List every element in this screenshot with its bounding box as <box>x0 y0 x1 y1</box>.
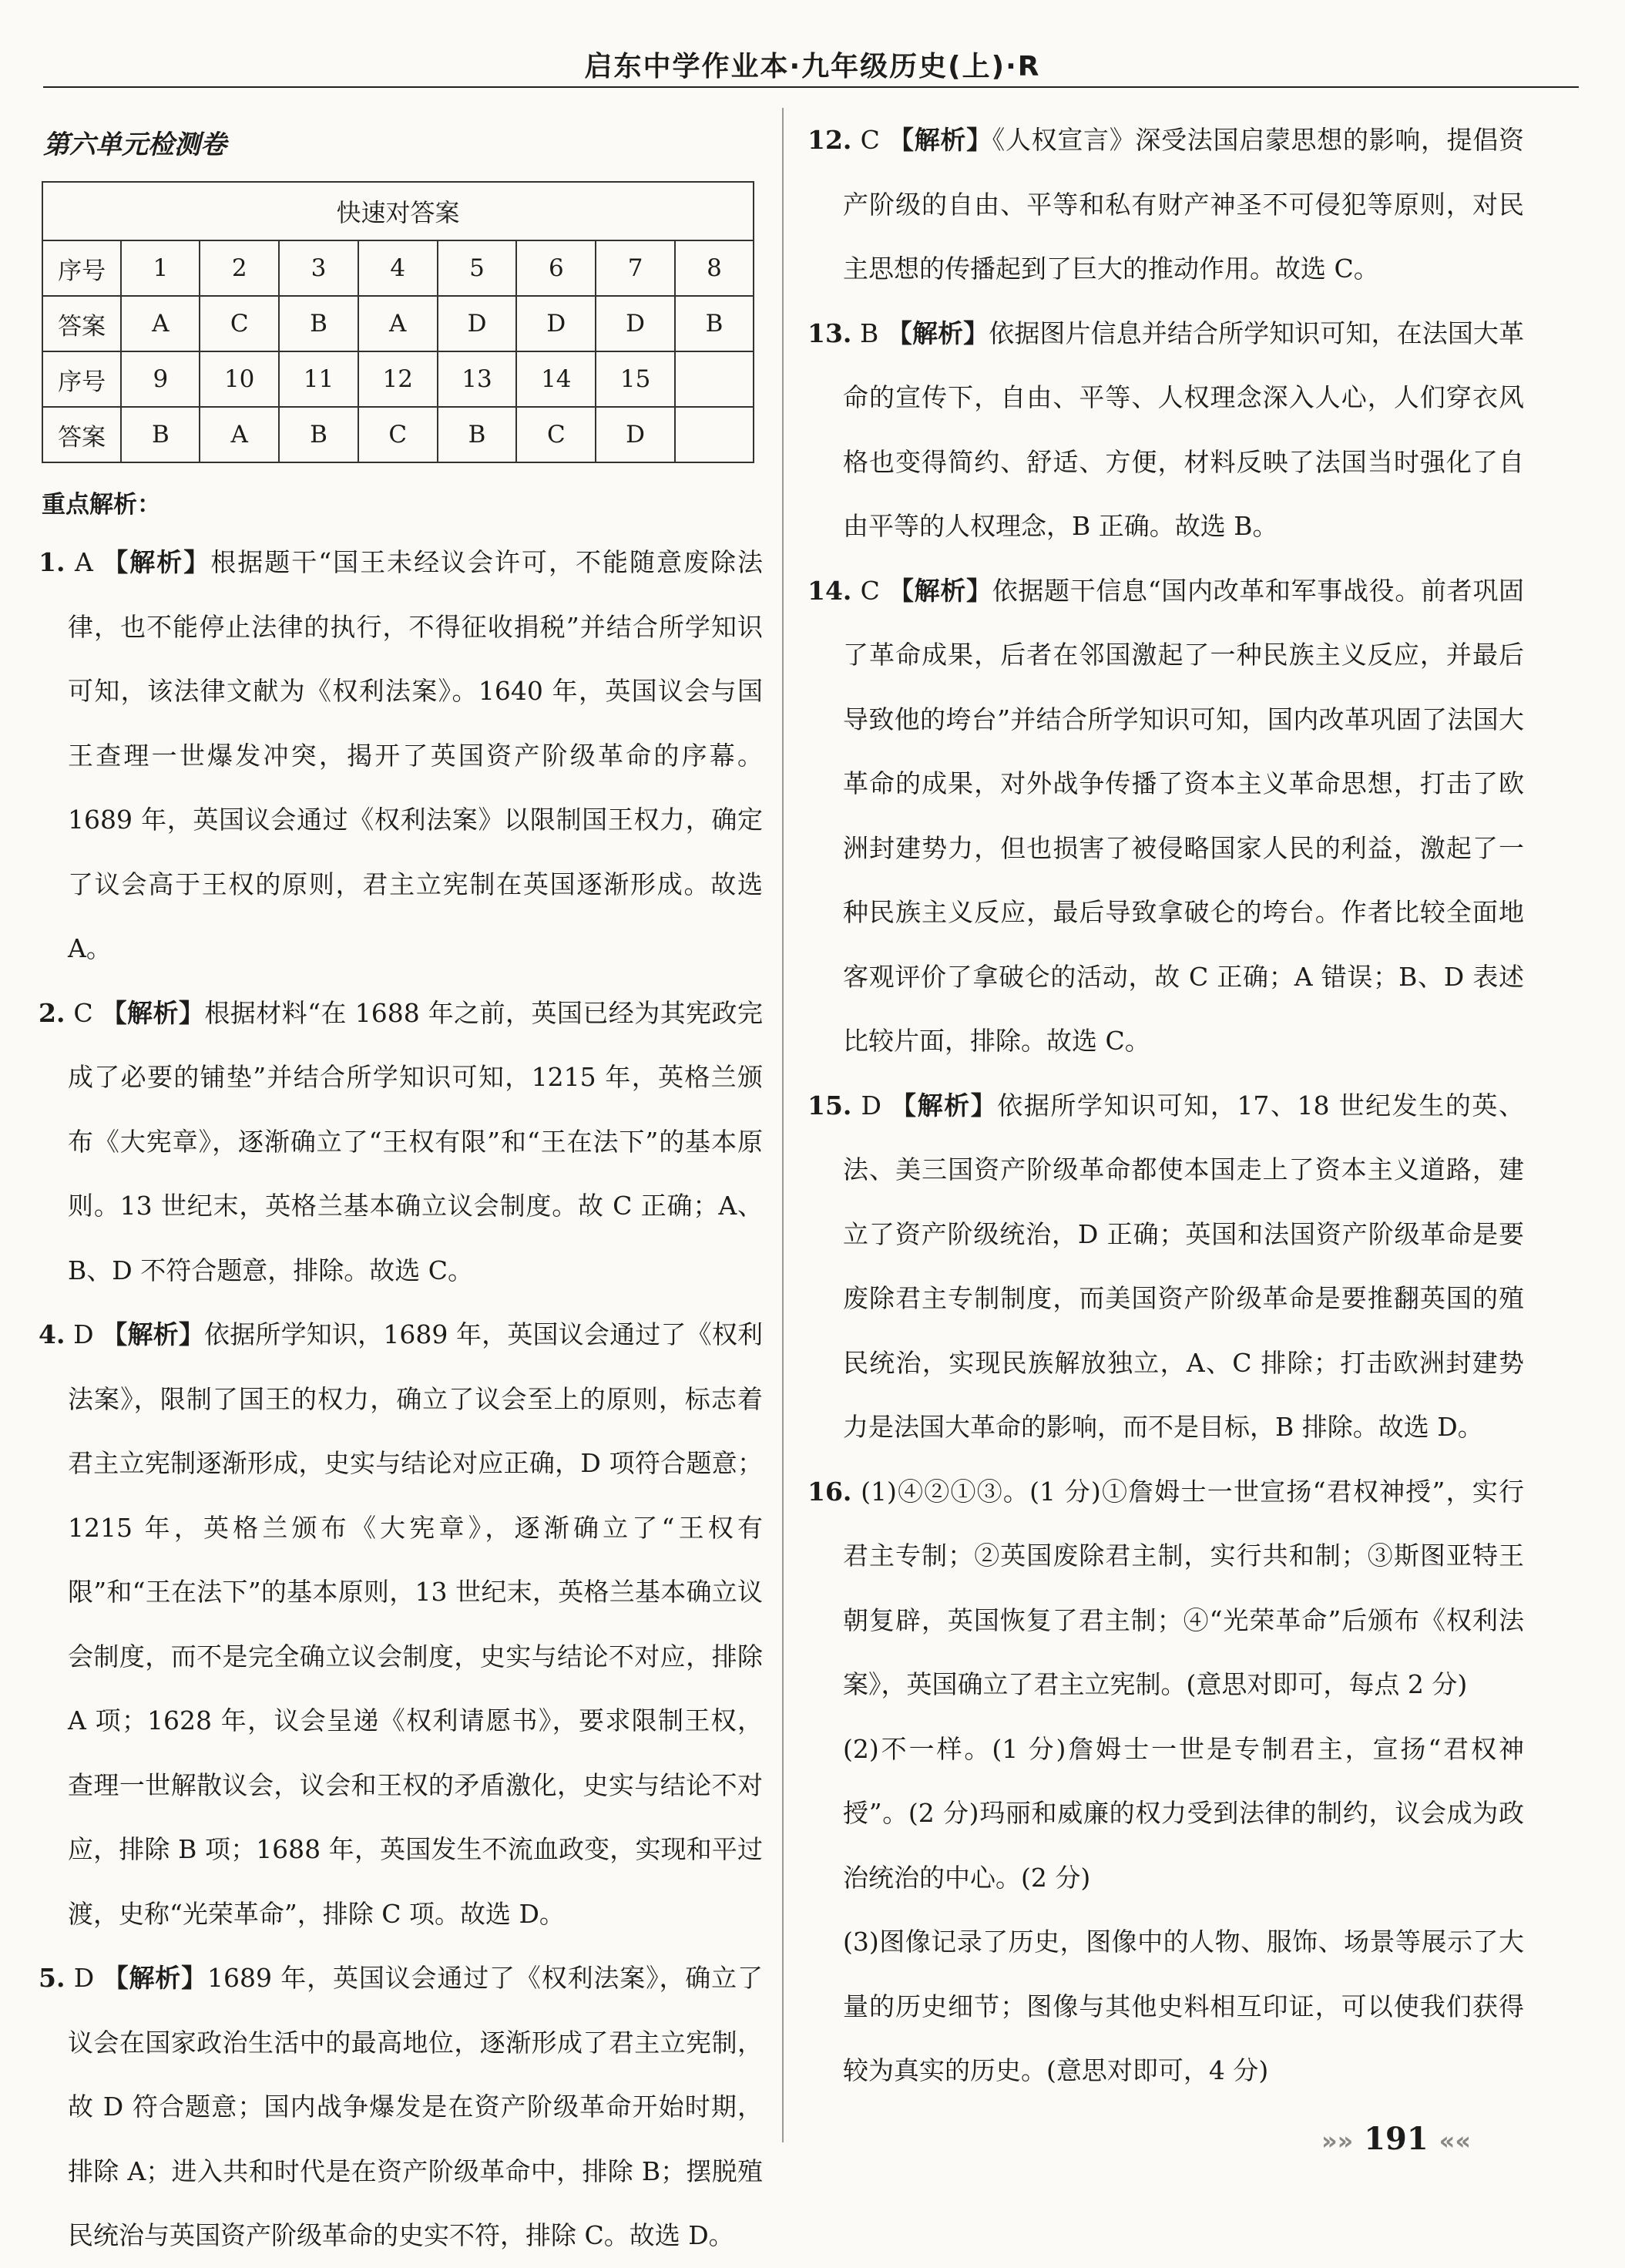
item-text: 根据题干“国王未经议会许可，不能随意废除法律，也不能停止法律的执行，不得征收捐税”并结合所学知识可知，该法律文献为《权利法案》。1640 年，英国议会与国王查理一世爆发冲突，揭开了英国资产阶级革命的序幕。1689 年，英国议会通过《权利法案》以限制国王权力，确定了议会高于王权的原则，君主立宪制在英国逐渐形成。故选 A。 <box>68 547 763 963</box>
table-cell: 15 <box>596 351 675 407</box>
answer-item-16 <box>807 1460 1524 1717</box>
item-text: 依据所学知识可知，17、18 世纪发生的英、法、美三国资产阶级革命都使本国走上了资本主义道路，建立了资产阶级统治，D 正确；英国和法国资产阶级革命是要废除君主专制制度，而美国资产阶级革命是要推翻英国的殖民统治，实现民族解放独立，A、C 排除；打击欧洲封建势力是法国大革命的影响，而不是目标，B 排除。故选 D。 <box>843 1090 1524 1442</box>
table-cell: B <box>279 407 358 462</box>
item-answer: B <box>860 318 879 348</box>
table-cell: D <box>516 296 596 351</box>
header-rule <box>43 86 1579 88</box>
item-text: 依据图片信息并结合所学知识可知，在法国大革命的宣传下，自由、平等、人权理念深入人心，人们穿衣风格也变得简约、舒适、方便，材料反映了法国当时强化了自由平等的人权理念，B 正确。故选 B。 <box>843 318 1525 541</box>
item-text: 根据材料“在 1688 年之前，英国已经为其宪政完成了必要的铺垫”并结合所学知识可知，1215 年，英格兰颁布《大宪章》，逐渐确立了“王权有限”和“王在法下”的基本原则。13 世纪末，英格兰基本确立议会制度。故 C 正确；A、B、D 不符合题意，排除。故选 C。 <box>68 997 763 1285</box>
page-number-text: 191 <box>1364 2121 1429 2157</box>
table-cell: B <box>438 407 517 462</box>
item-number: 5. <box>39 1963 65 1993</box>
answer-table-caption: 快速对答案 <box>42 182 754 240</box>
table-cell: 3 <box>279 240 358 296</box>
table-cell: 答案 <box>42 296 121 351</box>
table-cell: B <box>121 407 200 462</box>
table-cell: A <box>121 296 200 351</box>
table-cell: C <box>516 407 596 462</box>
table-cell: 12 <box>358 351 438 407</box>
item-label: 【解析】 <box>102 547 211 577</box>
table-cell: 序号 <box>42 240 121 296</box>
table-cell: B <box>279 296 358 351</box>
item-answer: C <box>73 997 93 1028</box>
item-number: 16. <box>807 1476 852 1507</box>
table-cell: 6 <box>516 240 596 296</box>
item-number: 13. <box>807 318 852 348</box>
item16-part2: (2)不一样。(1 分)詹姆士一世是专制君主，宣扬“君权神授”。(2 分)玛丽和威廉的权力受到法律的制约，议会成为政治统治的中心。(2 分) <box>843 1733 1524 1893</box>
item-number: 12. <box>807 125 852 155</box>
table-cell: A <box>200 407 279 462</box>
item-text: 1689 年，英国议会通过了《权利法案》，确立了议会在国家政治生活中的最高地位，逐渐形成了君主立宪制，故 D 符合题意；国内战争爆发是在资产阶级革命开始时期，排除 A；进入共和时代是在资产阶级革命中，排除 B；摆脱殖民统治与英国资产阶级革命的史实不符，排除 C。故选 D。 <box>68 1963 763 2250</box>
item-number: 2. <box>39 997 65 1028</box>
answer-table <box>42 181 754 463</box>
item-answer: C <box>860 575 880 606</box>
table-cell <box>675 351 754 407</box>
table-cell: 9 <box>121 351 200 407</box>
table-cell: D <box>596 296 675 351</box>
item16-part3: (3)图像记录了历史，图像中的人物、服饰、场景等展示了大量的历史细节；图像与其他史料相互印证，可以使我们获得较为真实的历史。(意思对即可，4 分) <box>843 1927 1524 2085</box>
item-answer: D <box>73 1319 94 1349</box>
key-analysis-heading: 重点解析： <box>42 491 161 519</box>
item-label: 【解析】 <box>102 1963 207 1993</box>
item-label: 【解析】 <box>102 1319 205 1349</box>
item-label: 【解析】 <box>888 575 992 606</box>
right-column <box>807 108 1524 2103</box>
table-cell: 7 <box>596 240 675 296</box>
table-cell: 序号 <box>42 351 121 407</box>
table-cell: D <box>596 407 675 462</box>
page-number <box>1321 2121 1471 2157</box>
item-number: 15. <box>807 1090 852 1121</box>
item-answer: A <box>74 547 93 577</box>
item-text: 依据题干信息“国内改革和军事战役。前者巩固了革命成果，后者在邻国激起了一种民族主义反应，并最后导致他的垮台”并结合所学知识可知，国内改革巩固了法国大革命的成果，对外战争传播了资本主义革命思想，打击了欧洲封建势力，但也损害了被侵略国家人民的利益，激起了一种民族主义反应，最后导致拿破仑的垮台。作者比较全面地客观评价了拿破仑的活动，故 C 正确；A 错误；B、D 表述比较片面，排除。故选 C。 <box>843 575 1524 1056</box>
table-cell: B <box>675 296 754 351</box>
item-number: 4. <box>39 1319 65 1349</box>
table-cell: 13 <box>438 351 517 407</box>
answer-item <box>39 530 763 981</box>
table-cell: 8 <box>675 240 754 296</box>
table-cell: C <box>358 407 438 462</box>
double-chevron-left-icon: «« <box>1439 2126 1471 2155</box>
table-cell: C <box>200 296 279 351</box>
answer-item <box>39 981 763 1303</box>
item-answer: D <box>861 1090 881 1121</box>
table-cell: 11 <box>279 351 358 407</box>
item16-part1: (1)④②①③。(1 分)①詹姆士一世宣扬“君权神授”，实行君主专制；②英国废除君主制，实行共和制；③斯图亚特王朝复辟，英国恢复了君主制；④“光荣革命”后颁布《权利法案》，英国确立了君主立宪制。(意思对即可，每点 2 分) <box>843 1476 1524 1699</box>
column-divider <box>782 108 784 2142</box>
section-title: 第六单元检测卷 <box>43 129 227 160</box>
table-cell: D <box>438 296 517 351</box>
table-cell: A <box>358 296 438 351</box>
table-cell: 14 <box>516 351 596 407</box>
table-row <box>42 351 754 407</box>
item-text: 《人权宣言》深受法国启蒙思想的影响，提倡资产阶级的自由、平等和私有财产神圣不可侵犯等原则，对民主思想的传播起到了巨大的推动作用。故选 C。 <box>843 125 1525 284</box>
running-header: 启东中学作业本·九年级历史(上)·R <box>584 51 1041 82</box>
table-row <box>42 240 754 296</box>
table-cell <box>675 407 754 462</box>
item-answer: D <box>73 1963 95 1993</box>
table-cell: 10 <box>200 351 279 407</box>
answer-item <box>39 1302 763 1946</box>
answer-item <box>807 559 1524 1074</box>
answer-item <box>807 1074 1524 1460</box>
item-label: 【解析】 <box>886 318 989 348</box>
double-chevron-right-icon: »» <box>1321 2126 1354 2155</box>
table-cell: 1 <box>121 240 200 296</box>
left-column <box>39 108 763 2268</box>
table-cell: 5 <box>438 240 517 296</box>
table-cell: 4 <box>358 240 438 296</box>
item-number: 1. <box>39 547 65 577</box>
answer-item <box>807 301 1524 559</box>
table-cell: 2 <box>200 240 279 296</box>
table-row <box>42 296 754 351</box>
item-text: 依据所学知识，1689 年，英国议会通过了《权利法案》，限制了国王的权力，确立了议会至上的原则，标志着君主立宪制逐渐形成，史实与结论对应正确，D 项符合题意；1215 年，英格兰颁布《大宪章》，逐渐确立了“王权有限”和“王在法下”的基本原则，13 世纪末，英格兰基本确立议会制度，而不是完全确立议会制度，史实与结论不对应，排除 A 项；1628 年，议会呈递《权利请愿书》，要求限制王权，查理一世解散议会，议会和王权的矛盾激化，史实与结论不对应，排除 B 项；1688 年，英国发生不流血政变，实现和平过渡，史称“光荣革命”，排除 C 项。故选 D。 <box>68 1319 764 1929</box>
table-row <box>42 407 754 462</box>
item-label: 【解析】 <box>888 125 992 155</box>
answer-item <box>39 1946 763 2268</box>
table-cell: 答案 <box>42 407 121 462</box>
item-answer: C <box>860 125 880 155</box>
item-number: 14. <box>807 575 852 606</box>
item-label: 【解析】 <box>891 1090 998 1121</box>
answer-item <box>807 108 1524 301</box>
item-label: 【解析】 <box>101 997 205 1028</box>
